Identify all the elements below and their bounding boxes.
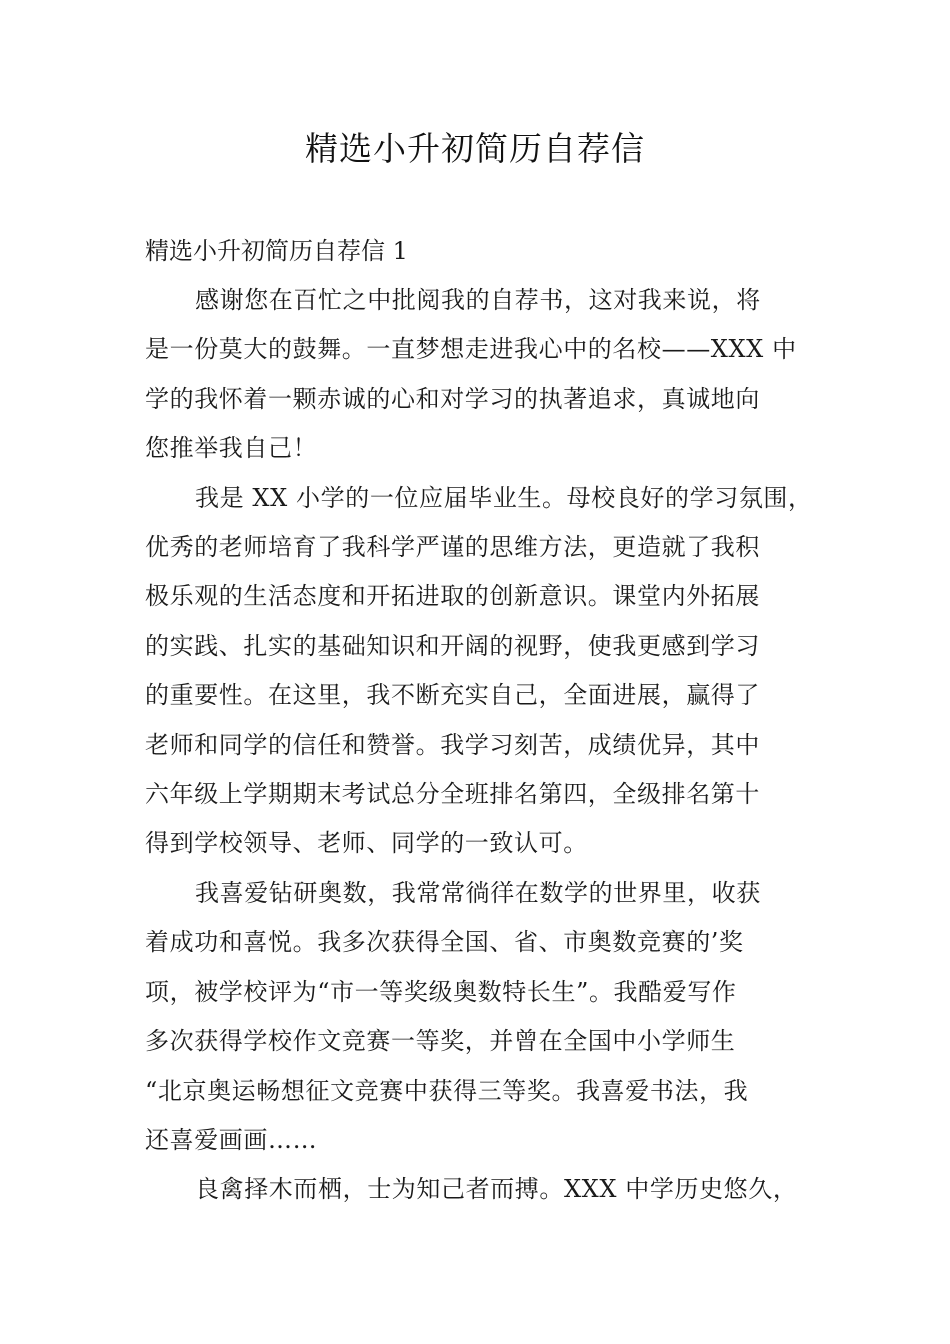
paragraph-line: 的实践、扎实的基础知识和开阔的视野，使我更感到学习 xyxy=(145,631,760,660)
paragraph-4 xyxy=(145,1165,810,1214)
paragraph-line: 着成功和喜悦。我多次获得全国、省、市奥数竞赛的’奖 xyxy=(145,928,744,957)
paragraph-line: 六年级上学期期末考试总分全班排名第四，全级排名第十 xyxy=(145,780,760,809)
paragraph-line: 良禽择木而栖，士为知己者而搏。XXX 中学历史悠久， xyxy=(195,1175,798,1204)
paragraph-line: 项，被学校评为“市一等奖级奥数特长生”。我酷爱写作 xyxy=(145,977,737,1006)
paragraph-line: 还喜爱画画…… xyxy=(145,1125,318,1154)
paragraph-line: 老师和同学的信任和赞誉。我学习刻苦，成绩优异，其中 xyxy=(145,730,760,759)
paragraph-3 xyxy=(145,869,810,1165)
paragraph-2 xyxy=(145,474,813,869)
paragraph-line: 得到学校领导、老师、同学的一致认可。 xyxy=(145,829,588,858)
document-title: 精选小升初简历自荐信 xyxy=(305,129,645,168)
section-heading: 精选小升初简历自荐信 1 xyxy=(145,237,408,265)
paragraph-line: 优秀的老师培育了我科学严谨的思维方法，更造就了我积 xyxy=(145,533,760,562)
paragraph-line: 极乐观的生活态度和开拓进取的创新意识。课堂内外拓展 xyxy=(145,582,760,611)
paragraph-line: 是一份莫大的鼓舞。一直梦想走进我心中的名校——XXX 中 xyxy=(145,335,797,364)
document-body xyxy=(145,226,813,1215)
paragraph-line: 您推举我自己！ xyxy=(145,434,318,463)
paragraph-line: 我是 XX 小学的一位应届毕业生。母校良好的学习氛围， xyxy=(195,483,813,512)
paragraph-line: 感谢您在百忙之中批阅我的自荐书，这对我来说，将 xyxy=(195,286,761,314)
paragraph-1 xyxy=(145,276,810,474)
paragraph-line: 学的我怀着一颗赤诚的心和对学习的执著追求，真诚地向 xyxy=(145,384,760,413)
paragraph-line: 的重要性。在这里，我不断充实自己，全面进展，赢得了 xyxy=(145,681,760,710)
paragraph-line: “北京奥运畅想征文竞赛中获得三等奖。我喜爱书法，我 xyxy=(145,1076,749,1105)
paragraph-line: 多次获得学校作文竞赛一等奖，并曾在全国中小学师生 xyxy=(145,1027,736,1056)
paragraph-line: 我喜爱钻研奥数，我常常徜徉在数学的世界里，收获 xyxy=(195,878,761,907)
